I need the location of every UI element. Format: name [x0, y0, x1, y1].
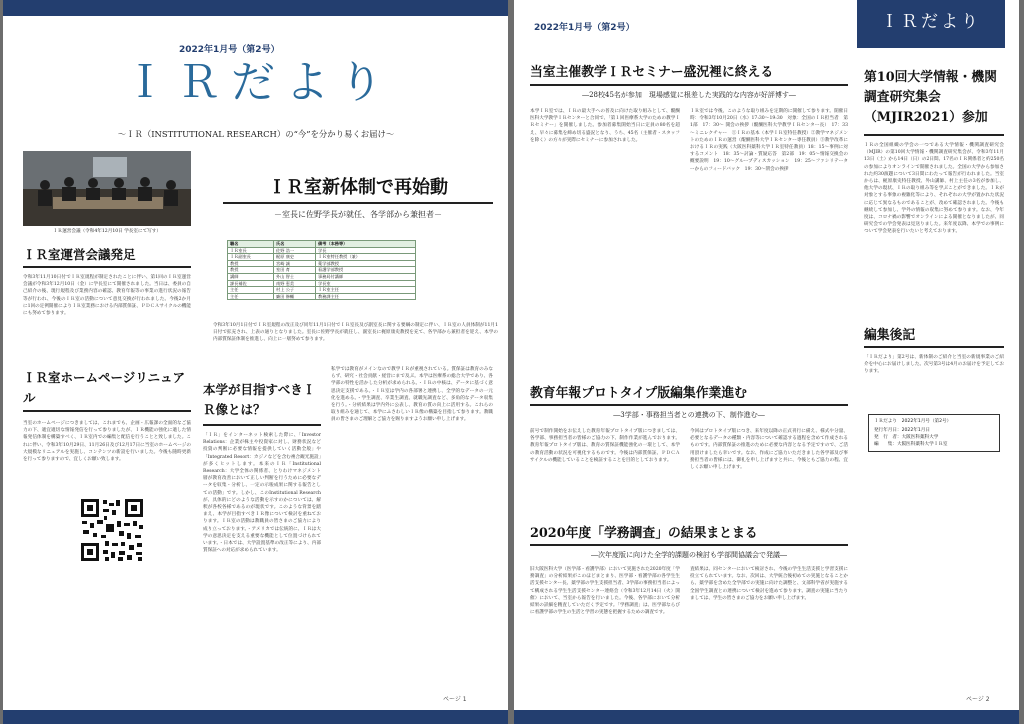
article-body-continued: 今回はプロトタイプ版につき、来年度以降の正式刊行に備え、様式や分量、必要となるデータの種類・内容等について確認する過程を含めて作成されるものです。内部質保証の推進のために必要な内容となる予定ですので、ご活用頂けましたら幸いです。なお、作成にご協力いただきました各学部及び事務担当者の皆様には、御礼を申し上げますと共に、今後ともご協力の程、宜しくお願い申し上げます。 — [690, 429, 848, 471]
article-body: 令和3年11月10日付でＩＲ室規程が制定されたことに伴い、第1回のＩＲ室運営会議が令和3年12月10日（金）に学長室にて開催されました。当日は、委員の自己紹介の後、現行規程及び業務内容の確認、教育年報等の事業の進行状況の報告等が行われ、今後のＩＲ室の活動について意見交換が行われました。今後2か月に1回の定例開催によりＩＲ室業務における内部質保証、ＰＤＣＡサイクルの機能にも努めて参ります。 — [23, 275, 191, 317]
table-cell: 主任 — [228, 293, 274, 300]
article-title: 2020年度「学務調査」の結果まとまる — [530, 526, 758, 541]
table-cell: 講師 — [228, 273, 274, 280]
article-body: 令和3年10月1日付でＩＲ室規程の改正及び同年11月1日付でＩＲ室長及び副室長に関する要綱の制定に伴い、ＩＲ室の人員体制が11月1日付で拡充され、上表の通りとなりました。室長に佐野学長が就任し、副室長に梶原康史教授を充て、各学部から兼担者を迎え、本学の内部質保証体制を推進し、向上に一層努めて参ります。 — [213, 323, 498, 343]
issue-date: 2022年1月号（第2号） — [179, 45, 280, 55]
table-cell: 薬学部教授 — [316, 260, 416, 267]
table-row — [228, 287, 416, 294]
qr-code-icon — [79, 497, 145, 563]
colophon-line: ＩＲだより 2022年1月号（第2号） — [874, 419, 952, 424]
tagline: ～ＩＲ（INSTITUTIONAL RESEARCH）の“今”を分かり易くお届け～ — [117, 129, 395, 139]
article-body-continued: 査結果は、同センターにおいて検討され、今後の学生生活支援と学習支援に役立てられています。なお、次回は、大学統合後初めての実施となることから、薬学部を含めた全学部での実施に向けた調整と、文部科学省が実施する全国学生調査との連携について検討を進めて参ります。調査の実施に当たりましては、学生の皆さまのご協力をお願い申し上げます。 — [690, 567, 848, 601]
column-header: 職名 — [228, 241, 274, 248]
table-cell: 室田 育 — [274, 267, 316, 274]
table-cell: 学長 — [316, 247, 416, 254]
divider — [203, 424, 321, 426]
article-body: 当室のホームページにつきましては、これまでも、企画・広報課の全面的なご協力の下、適宜適切な情報発信を行って参りましたが、ＩＲ機能の強化に適した情報発信体制を構築すべく、ＩＲ室内での編集と配信を行うことと致しました。これに伴い、令和3年10月29日、11月26日及び12月17日に当室のホームページの大規模なリニュアルを実施し、コンテンツの新設を行いました。今後も随時更新を行って参りますので、宜しくお願い致します。 — [23, 421, 191, 463]
colophon-line: 発行年月日：2022年1月日 — [874, 428, 930, 433]
article-subtitle: －室長に佐野学長が就任、各学部から兼担者－ — [274, 210, 442, 219]
colophon-box — [868, 414, 1000, 452]
table-cell: 事務局付講師 — [316, 273, 416, 280]
article-body: ＩＲの全国組織の学会の一つである大学情報・機関調査研究会（MJIR）の第10回大学情報・機関調査研究集会が、令和3年11月13日（土）から14日（日）の2日間、17名のＩＲ関係者と約250名の参加によりオンラインで開催されました。全国の大学から参加された約30演題について3日間にわたって報告が行われました。当室からは、梶原康史特任教授、外山講師、村上主任の3名が参加し、他大学の現状、ＩＲの取り組み等を学ぶことができました。ＩＲが対象とする事象の複雑化等により、それぞれの大学が置かれた状況に応じて異なるものであることが、改めて確認されました。今後も継続して参加し、学外の情報の収集に努めて参ります。なお、今年度は、コロナ禍の影響でオンラインによる開催となりましたが、同研究会での学会発表は見送りました。来年度以降、本学での事例について学会発表を行いたいと考えております。 — [864, 143, 1004, 235]
article-title: 当室主催教学ＩＲセミナー盛況裡に終える — [530, 65, 774, 80]
article-title: 第10回大学情報・機関調査研究集会（MJIR2021）参加 — [864, 70, 997, 125]
table-cell: 廉田 修輔 — [274, 293, 316, 300]
photo-caption: ＩＲ運営会議（令和4年12月10日 学長室にて写す） — [53, 229, 161, 234]
column-header: 備考（本務等） — [316, 241, 416, 248]
table-row — [228, 273, 416, 280]
editorial-body: 「ＩＲだより」第2号は、新体制のご紹介と当室の新規事業のご紹介を中心にお届けしました。次号第3号は4月のお届けを予定しております。 — [864, 355, 1004, 375]
masthead-box — [857, 0, 1005, 48]
newsletter-page-1 — [3, 0, 508, 724]
homepage-qr-code[interactable] — [79, 497, 145, 563]
bottom-band — [3, 710, 508, 724]
table-cell: 南野 恵美 — [274, 280, 316, 287]
table-cell: ＩＲ室特任教授（兼） — [316, 254, 416, 261]
divider — [223, 202, 493, 204]
top-band — [3, 0, 508, 16]
divider — [864, 346, 1004, 348]
article-subtitle: ―3学部・事務担当者との連携の下、制作進む― — [613, 411, 765, 419]
column-header: 氏名 — [274, 241, 316, 248]
table-cell: 主任 — [228, 287, 274, 294]
article-title: ＩＲ室ホームページリニュアル — [23, 370, 186, 405]
article-title: ＩＲ室運営会議発足 — [23, 247, 136, 262]
article-body-continued: 私学では教育がメインなので教学ＩＲが重視されている。質保証は教育のみならず、研究・社会貢献・経営にまで及ぶ。本学は医療系の総合大学であり、各学部の特性を活かした分析が求められる。・ＩＲの中核は、データに基づく意思決定支援である。・ＩＲ室は学内の各部署と連携し、全学的なデータの一元化を進める。・学生調査、卒業生調査、就職先調査など、多角的なデータ収集を行う。・分析結果は学内外に公表し、教育の質の向上に活用する。これらの取り組みを通じて、本学にふさわしいＩＲ像の構築を目指して参ります。教職員の皆さまのご理解とご協力を賜りますようお願い申し上げます。 — [331, 367, 493, 423]
page-number: ページ 1 — [443, 696, 467, 703]
table-cell: 教務課主任 — [316, 293, 416, 300]
table-cell: 佐野 浩一 — [274, 247, 316, 254]
divider — [23, 266, 191, 268]
table-cell: 看護学部教授 — [316, 267, 416, 274]
table-row — [228, 267, 416, 274]
table-header-row — [228, 241, 416, 248]
article-body: 前号で制作開始をお伝えした教育年報プロトタイプ版につきましては、各学部、事務担当者の皆様のご協力の下、制作作業が進んでおります。教育年報プロトタイプ版は、教育の質保証機能強化の一環として、本学の教育活動の状況を可視化するものです。今後は内部質保証、ＰＤＣＡサイクルの機能していることを検証することを目的としております。 — [530, 429, 680, 463]
table-row — [228, 247, 416, 254]
page-number: ページ 2 — [966, 696, 990, 703]
divider — [530, 84, 848, 86]
article-body: 本学ＩＲ室では、ＩＲの最大手への普及に向けた取り組みとして、醍醐医科大学教学ＩＲセンターと合同で、「第１回医療系大学のための教学ＩＲセミナー」を開催しました。参加者募集開始当日に定員の80名を超え、早々に募集を締め切る盛況となり、うち、45名（主催者・スタッフを除く）の方々が実際にセミナーに参加されました。 — [530, 109, 680, 143]
table-cell: 教授 — [228, 260, 274, 267]
table-cell: ＩＲ室長 — [228, 247, 274, 254]
table-row — [228, 260, 416, 267]
table-cell: 学長室 — [316, 280, 416, 287]
table-cell: 外山 智士 — [274, 273, 316, 280]
table-cell: ＩＲ室主任 — [316, 287, 416, 294]
article-body-continued: ＩＲ室では今後、このような取り組みを定期的に開催して参ります。開催日時：令和3年10月20日（水）17:30～19:30 対象：全国のＩＲ担当者 第1部 17：30～ 開会の挨拶（醍醐医科大学教学ＩＲセンター長） 17：33～ミニレクチャー ①ＩＲの基本（本学ＩＲ室特任教授）②教学マネジメントのためのＩＲの運営（醍醐医科大学ＩＲセンター専任教員）③教学改革におけるＩＲの実践（大阪医科薬科大学ＩＲ室特任教員）18：15～事例に対するコメント 18：35～討論・質疑応答 第2部 19：05～情報交換会の概要説明 19：10～グループディスカッション 19：25～ファシリテーターからのフィードバック 19：30～閉会の挨拶 — [690, 109, 848, 172]
divider — [864, 134, 1004, 136]
colophon-line: 発 行 者：大阪医科薬科大学 — [874, 435, 939, 440]
article-body: 「ＩＲ」をインターネット検索した際に、「Investor Relations：企業が株主や投資家に対し、財務状況など投資の判断に必要な情報を提供していく活動全般」や「Integrated Resort：カジノなどを含む複合観光施設」が多くヒットします。本来のＩＲ「Institutional Research：大学全体の関係者、とりわけマネジメント層が教育改善において正しい判断を行うために必要なデータを収集・分析し、一定の示唆成果に関する報告としての活動」です。しかし、このInstitutional Researchが、具体的にどのような活動を示すのかについては、解釈が各校各様であるのが現状です。このような背景を踏まえ、本学が目指すべきＩＲ像について検討を重ねております。ＩＲ室の活動は教職員の皆さまのご協力により成り立っております。・アメリカでは伝統的に、ＩＲは大学の意思決定を支える重要な機能として位置づけられています。・日本では、大学設置基準の改正等により、内部質保証への対応が求められています。 — [203, 433, 321, 554]
table-cell: 課長補佐 — [228, 280, 274, 287]
table-cell: ＩＲ副室長 — [228, 254, 274, 261]
article-title: 本学が目指すべきＩＲ像とは？ — [203, 382, 316, 417]
article-subtitle: ―28校45名が参加 現場感覚に根差した実践的な内容が好評博す― — [582, 91, 796, 99]
masthead-title: ＩＲだより — [881, 12, 981, 32]
table-cell: 宮崎 誠 — [274, 260, 316, 267]
masthead-title: ＩＲだより — [123, 57, 393, 108]
bottom-band — [514, 710, 1019, 724]
article-title: ＩＲ室新体制で再始動 — [268, 177, 448, 198]
table-row — [228, 293, 416, 300]
colophon-line: 編 集：大阪医科薬科大学ＩＲ室 — [874, 442, 948, 447]
newsletter-page-2 — [514, 0, 1019, 724]
issue-date: 2022年1月号（第2号） — [534, 23, 635, 33]
table-row — [228, 280, 416, 287]
article-title: 教育年報プロトタイプ版編集作業進む — [530, 386, 747, 401]
meeting-photo — [23, 151, 191, 226]
divider — [530, 544, 848, 546]
table-cell: 教授 — [228, 267, 274, 274]
staff-roster-table — [227, 240, 416, 300]
divider — [23, 410, 191, 412]
meeting-photo-image — [23, 151, 191, 226]
article-body: 旧大阪医科大学（医学部・看護学部）において実施された2020年度「学務調査」の分析結果がこのほどまとまり、医学部・看護学部の各学生生活支援センター長、薬学部の学生支援担当者、3学部の事務担当者によって構成される学生生活支援センター連絡会（令和3年12月14日（火）開催）において、当室から報告を行いました。今後、各学部において分析結果の詳細を精査していただく予定です。「学務調査」は、医学部ならびに看護学部の学生の生活と学習の実態を把握するための調査です。 — [530, 567, 680, 616]
divider — [530, 404, 848, 406]
editorial-title: 編集後記 — [864, 328, 916, 343]
table-row — [228, 254, 416, 261]
article-subtitle: ―次年度版に向けた全学的課題の検討も学部間協議会で発議― — [591, 551, 787, 559]
table-cell: 村上 公子 — [274, 287, 316, 294]
table-cell: 梶原 康史 — [274, 254, 316, 261]
